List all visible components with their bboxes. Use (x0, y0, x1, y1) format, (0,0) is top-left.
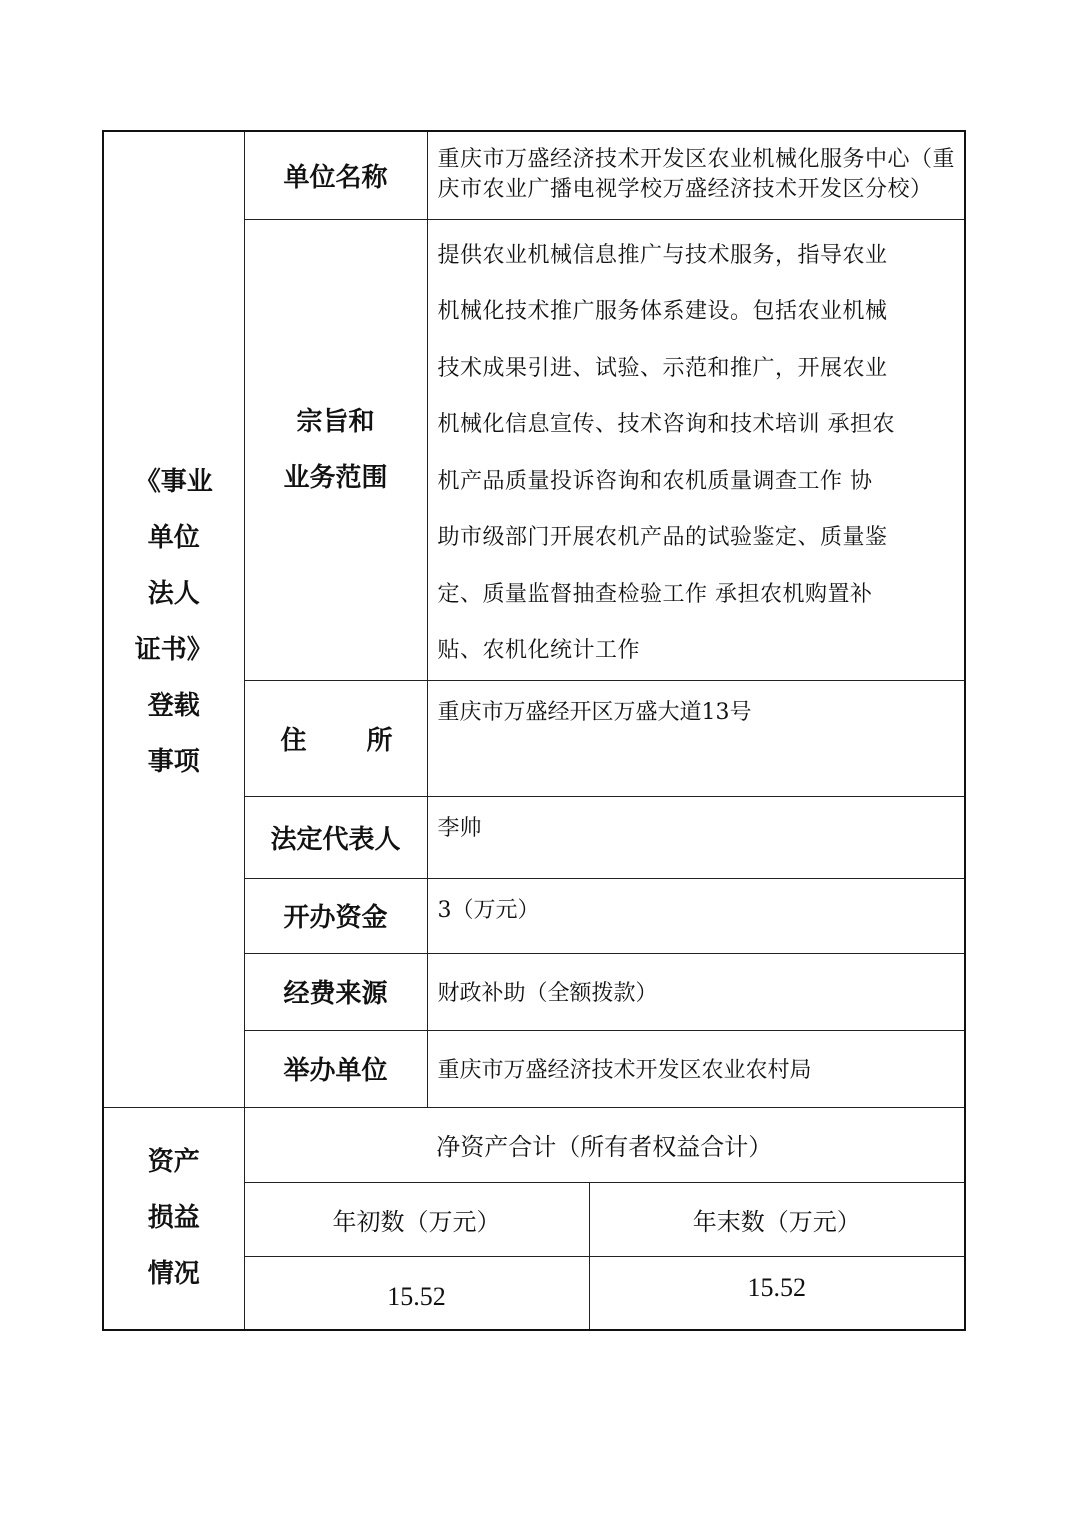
scope-value (427, 219, 965, 680)
assets-side-label (103, 1107, 244, 1330)
capital-value: 3（万元） (427, 878, 965, 953)
scope-label-line: 宗旨和 (296, 406, 375, 437)
scope-line: 技术成果引进、试验、示范和推广，开展农业 (437, 355, 888, 381)
assets-side-line: 资产 (147, 1147, 200, 1178)
begin-year-label: 年初数（万元） (244, 1182, 589, 1256)
address-label-char: 所 (366, 725, 393, 756)
registration-side-label (103, 131, 244, 1107)
scope-line: 机械化信息宣传、技术咨询和技术培训 承担农 (437, 412, 895, 437)
begin-year-value: 15.52 (244, 1256, 589, 1330)
side-line: 法人 (147, 579, 200, 610)
side-line: 事项 (147, 747, 200, 778)
scope-line: 提供农业机械信息推广与技术服务，指导农业 (437, 242, 888, 268)
scope-line: 贴、农机化统计工作 (437, 638, 641, 663)
address-label-char: 住 (280, 725, 307, 756)
side-line: 《事业 (134, 467, 213, 498)
registration-form-table (102, 130, 966, 1331)
capital-label: 开办资金 (244, 878, 427, 953)
unit-name-label: 单位名称 (244, 131, 427, 219)
assets-side-line: 损益 (147, 1203, 200, 1234)
end-year-value: 15.52 (589, 1256, 965, 1330)
side-line: 证书》 (134, 635, 213, 666)
address-label (244, 680, 427, 796)
scope-label-line: 业务范围 (283, 462, 388, 493)
funding-value: 财政补助（全额拨款） (427, 953, 965, 1030)
end-year-label: 年末数（万元） (589, 1182, 965, 1256)
address-value: 重庆市万盛经开区万盛大道13号 (427, 680, 965, 796)
scope-line: 定、质量监督抽查检验工作 承担农机购置补 (437, 581, 873, 607)
scope-line: 机械化技术推广服务体系建设。包括农业机械 (437, 299, 888, 324)
scope-line: 机产品质量投诉咨询和农机质量调查工作 协 (437, 468, 873, 494)
sponsor-label: 举办单位 (244, 1030, 427, 1107)
side-line: 单位 (147, 523, 200, 554)
assets-side-line: 情况 (147, 1259, 200, 1290)
sponsor-value: 重庆市万盛经济技术开发区农业农村局 (427, 1030, 965, 1107)
legal-rep-label: 法定代表人 (244, 796, 427, 878)
scope-line: 助市级部门开展农机产品的试验鉴定、质量鉴 (437, 525, 888, 550)
scope-label (244, 219, 427, 680)
side-line: 登载 (147, 691, 200, 722)
net-assets-header: 净资产合计（所有者权益合计） (244, 1107, 965, 1182)
unit-name-value: 重庆市万盛经济技术开发区农业机械化服务中心（重庆市农业广播电视学校万盛经济技术开发区分校） (427, 131, 965, 219)
legal-rep-value: 李帅 (427, 796, 965, 878)
funding-label: 经费来源 (244, 953, 427, 1030)
